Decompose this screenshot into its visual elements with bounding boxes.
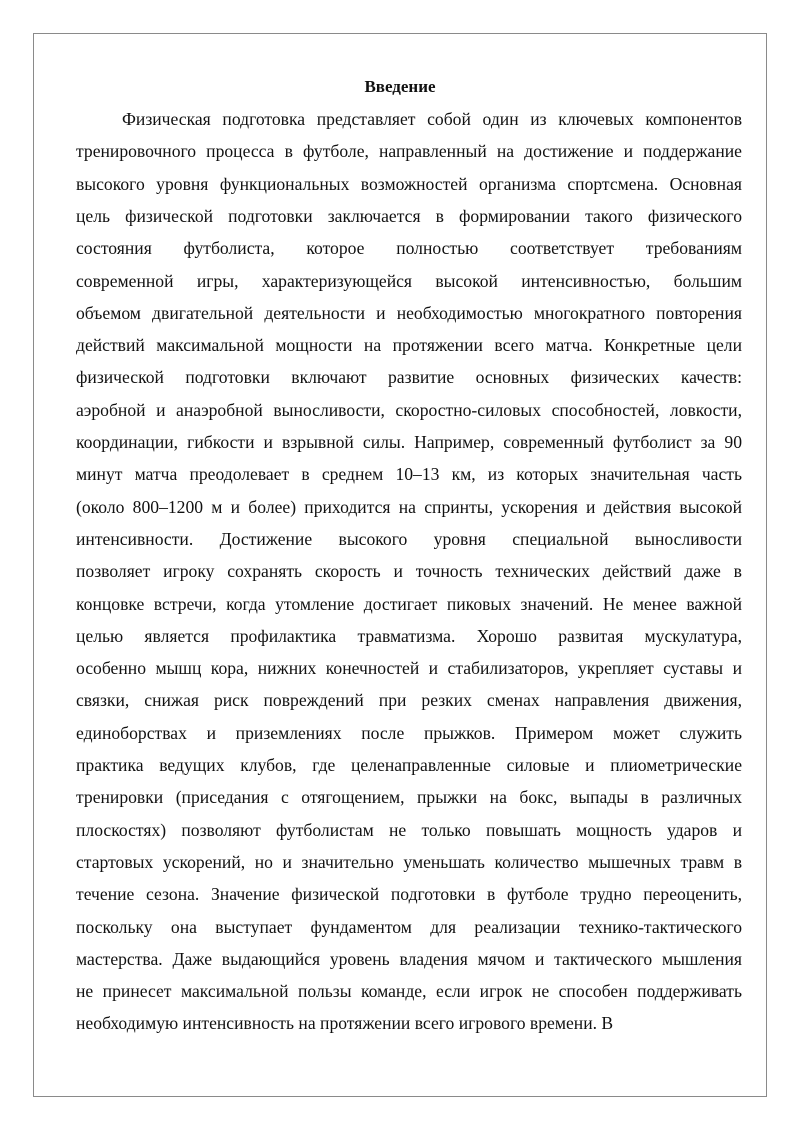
section-heading: Введение [364, 77, 436, 96]
text-line: течение сезона. Значение физической подготовки в футболе трудно переоценить, [76, 884, 742, 905]
text-line: Физическая подготовка представляет собой один из ключевых компонентов [122, 109, 742, 129]
text-line: единоборствах и приземлениях после прыжков. Примером может служить [76, 722, 742, 743]
text-line: связки, снижая риск повреждений при резких сменах направления движения, [76, 690, 742, 711]
text-line: практика ведущих клубов, где целенаправленные силовые и плиометрические [76, 755, 742, 775]
text-line: цель физической подготовки заключается в формировании такого физического [76, 205, 742, 226]
text-line: концовке встречи, когда утомление достигает пиковых значений. Не менее важной [76, 593, 742, 614]
text-line: объемом двигательной деятельности и необходимостью многократного повторения [76, 302, 742, 323]
text-line: физической подготовки включают развитие основных физических качеств: [76, 367, 742, 388]
text-line: не принесет максимальной пользы команде, если игрок не способен поддерживать [76, 981, 742, 1002]
text-line: мастерства. Даже выдающийся уровень владения мячом и тактического мышления [76, 948, 742, 969]
text-line: тренировочного процесса в футболе, направленный на достижение и поддержание [76, 141, 742, 162]
text-line: позволяет игроку сохранять скорость и точность технических действий даже в [76, 561, 742, 582]
text-line: целью является профилактика травматизма. Хорошо развитая мускулатура, [76, 625, 742, 646]
text-line: стартовых ускорений, но и значительно уменьшать количество мышечных травм в [76, 851, 742, 872]
text-line: координации, гибкости и взрывной силы. Например, современный футболист за 90 [76, 432, 742, 452]
text-line: современной игры, характеризующейся высокой интенсивностью, большим [76, 270, 742, 291]
text-line: минут матча преодолевает в среднем 10–13 км, из которых значительная часть [76, 464, 742, 485]
text-line: особенно мышц кора, нижних конечностей и стабилизаторов, укрепляет суставы и [76, 658, 742, 679]
text-line: плоскостях) позволяют футболистам не только повышать мощность ударов и [76, 819, 742, 840]
text-line: высокого уровня функциональных возможностей организма спортсмена. Основная [76, 173, 742, 194]
text-line: действий максимальной мощности на протяжении всего матча. Конкретные цели [76, 335, 742, 356]
text-line: (около 800–1200 м и более) приходится на спринты, ускорения и действия высокой [76, 496, 742, 517]
text-line: интенсивности. Достижение высокого уровня специальной выносливости [76, 528, 742, 549]
text-line: необходимую интенсивность на протяжении всего игрового времени. В [76, 1013, 614, 1034]
text-line: аэробной и анаэробной выносливости, скоростно-силовых способностей, ловкости, [76, 399, 742, 420]
text-line: тренировки (приседания с отягощением, прыжки на бокс, выпады в различных [76, 787, 742, 808]
text-line: поскольку она выступает фундаментом для реализации технико-тактического [76, 916, 742, 937]
text-line: состояния футболиста, которое полностью соответствует требованиям [76, 238, 742, 259]
